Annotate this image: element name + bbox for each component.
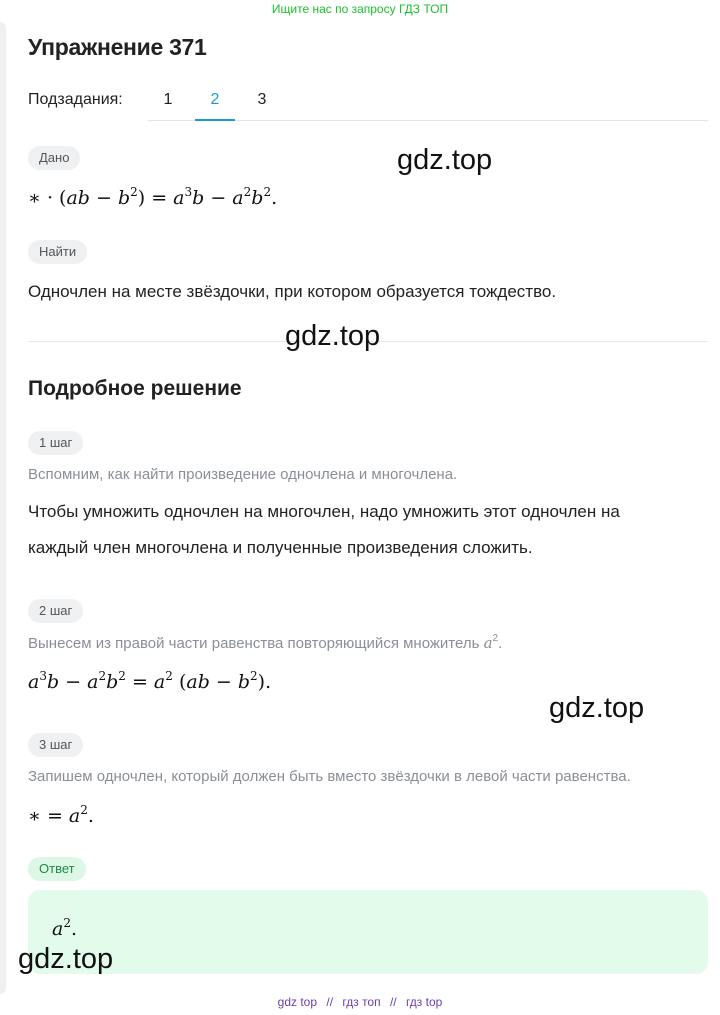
step-3-hint: Запишем одночлен, который должен быть вместо звёздочки в левой части равенства.	[28, 768, 631, 785]
search-hint-banner[interactable]: Ищите нас по запросу ГДЗ ТОП	[271, 2, 449, 16]
watermark: gdz.top	[397, 144, 493, 176]
step-3-formula: ∗ = $a^2$.	[28, 803, 94, 827]
tab-subtask-1[interactable]: 1	[163, 91, 173, 108]
watermark: gdz.top	[285, 320, 381, 352]
tab-subtask-3[interactable]: 3	[257, 91, 267, 108]
card-edge	[0, 22, 6, 994]
solution-title: Подробное решение	[28, 377, 242, 400]
footer-link[interactable]: gdz top	[277, 995, 318, 1009]
answer-badge: Ответ	[28, 857, 86, 881]
answer-box	[28, 890, 708, 974]
footer-separator: //	[326, 995, 334, 1009]
step-2-badge: 2 шаг	[28, 599, 83, 623]
footer-link[interactable]: гдз top	[405, 995, 443, 1009]
step-1-text-line-2: каждый член многочлена и полученные произведения сложить.	[28, 538, 533, 557]
step-1-badge: 1 шаг	[28, 431, 83, 455]
step-2-hint: Вынесем из правой части равенства повторяющийся множитель $a^2$.	[28, 633, 503, 652]
step-2-formula: $a^3b - a^2b^2 = a^2$ $(ab - b^2)$.	[28, 669, 272, 693]
watermark: gdz.top	[18, 943, 114, 975]
watermark: gdz.top	[549, 692, 645, 724]
given-badge: Дано	[28, 146, 80, 170]
footer-links	[0, 995, 720, 1009]
page-title: Упражнение 371	[28, 34, 207, 60]
subtask-tabs	[148, 80, 708, 121]
find-text: Одночлен на месте звёздочки, при котором образуется тождество.	[28, 282, 557, 301]
subtasks-label: Подзадания:	[28, 91, 123, 108]
given-formula: ∗ · $(ab - b^2) = a^3b - a^2b^2$.	[28, 185, 278, 209]
footer-link[interactable]: гдз топ	[342, 995, 381, 1009]
find-badge: Найти	[28, 240, 87, 264]
step-3-badge: 3 шаг	[28, 733, 83, 757]
answer-formula: $a^2$.	[52, 916, 78, 940]
step-1-text-line-1: Чтобы умножить одночлен на многочлен, надо умножить этот одночлен на	[28, 502, 620, 521]
step-1-hint: Вспомним, как найти произведение одночлена и многочлена.	[28, 466, 458, 483]
tab-subtask-2[interactable]: 2	[195, 80, 235, 121]
footer-separator: //	[389, 995, 397, 1009]
